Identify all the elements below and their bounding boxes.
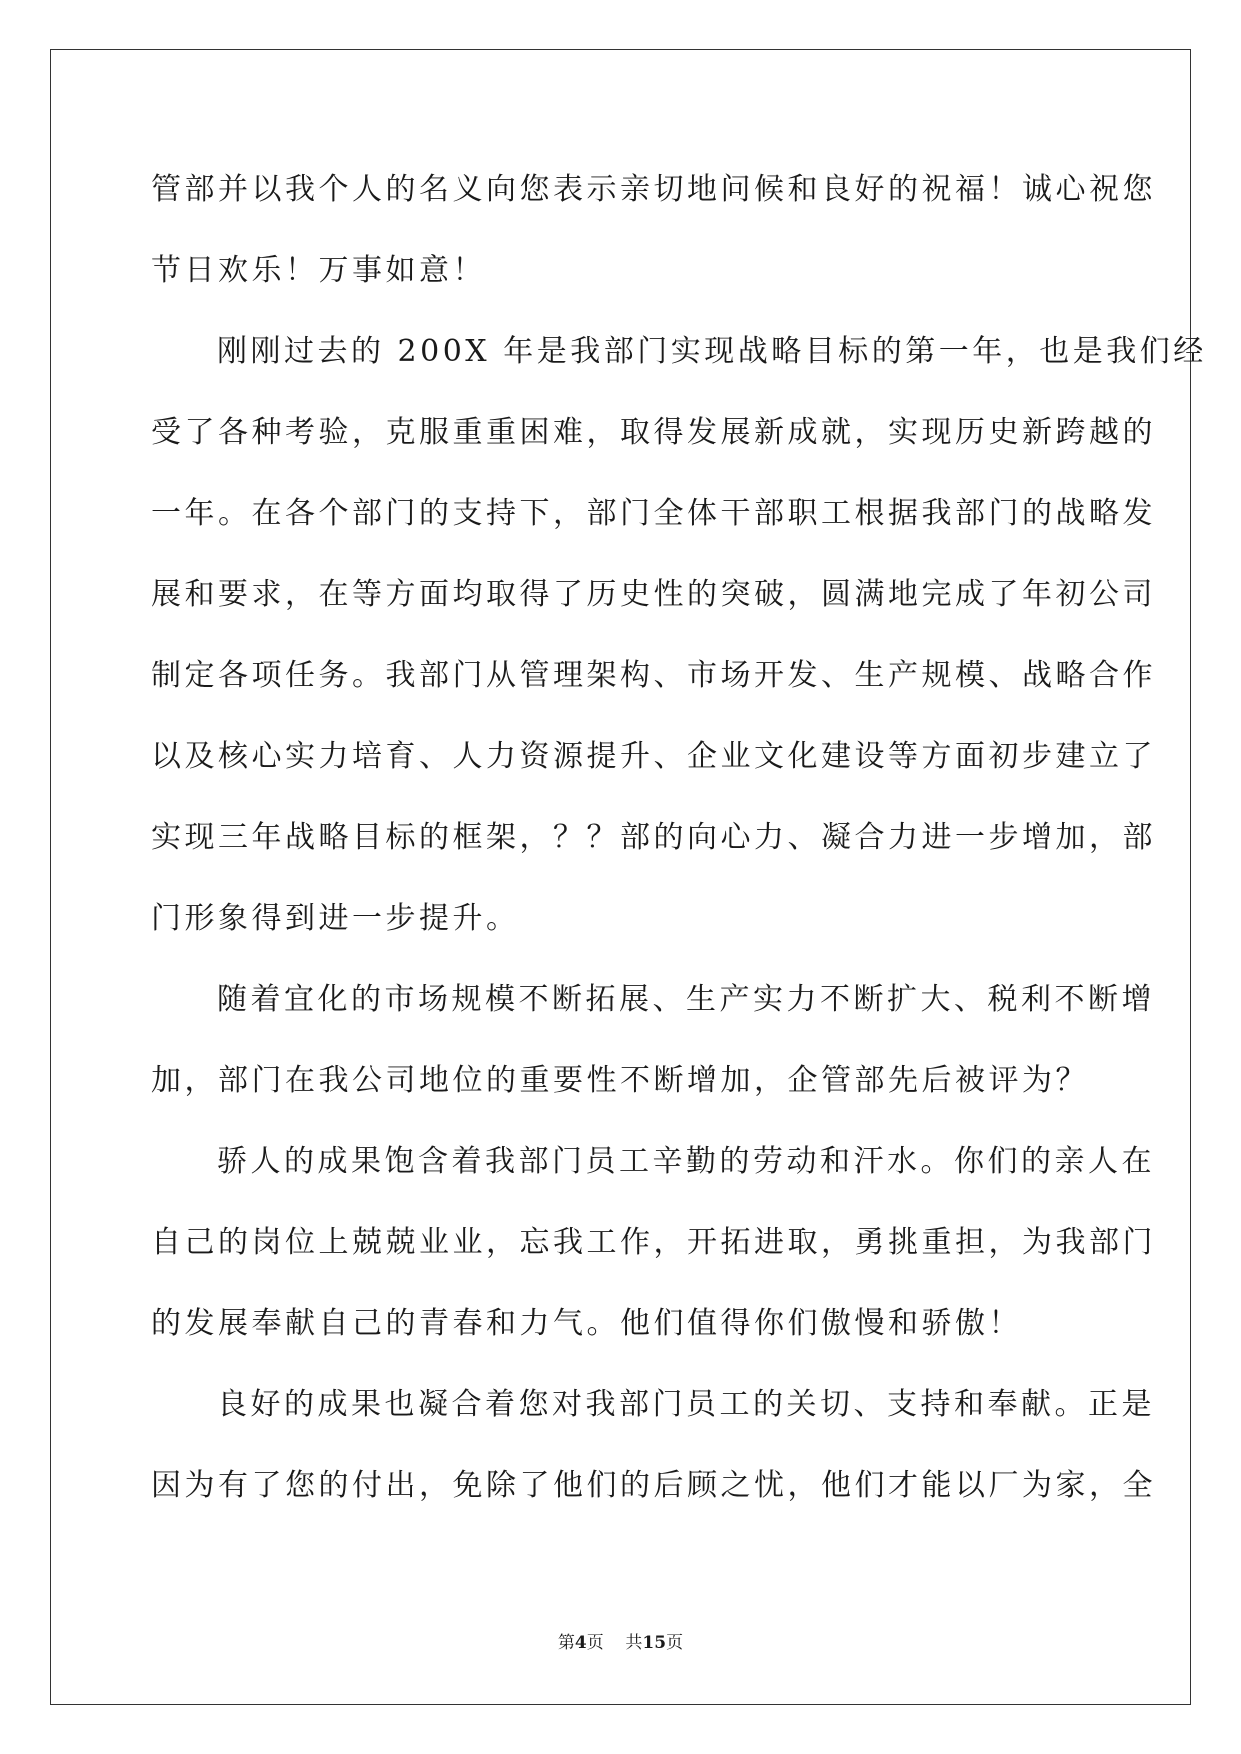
text-line-10: 门形象得到进一步提升。 [151, 901, 520, 936]
page-footer [0, 1628, 1241, 1653]
text-line-1: 管部并以我个人的名义向您表示亲切地问候和良好的祝福！诚心祝您 [151, 172, 1156, 207]
footer-total-prefix: 共 [625, 1633, 643, 1653]
text-line-14: 自己的岗位上兢兢业业，忘我工作，开拓进取，勇挑重担，为我部门 [151, 1225, 1156, 1260]
footer-page-suffix: 页 [586, 1633, 604, 1653]
text-line-15: 的发展奉献自己的青春和力气。他们值得你们傲慢和骄傲！ [151, 1306, 1022, 1341]
text-line-5: 一年。在各个部门的支持下，部门全体干部职工根据我部门的战略发 [151, 496, 1156, 531]
text-line-8: 以及核心实力培育、人力资源提升、企业文化建设等方面初步建立了 [151, 739, 1156, 774]
text-line-3: 刚刚过去的 200X 年是我部门实现战略目标的第一年，也是我们经 [217, 334, 1207, 369]
document-body [151, 165, 1207, 1542]
text-line-2: 节日欢乐！万事如意！ [151, 253, 486, 288]
text-line-13: 骄人的成果饱含着我部门员工辛勤的劳动和汗水。你们的亲人在 [217, 1144, 1155, 1179]
text-line-17: 因为有了您的付出，免除了他们的后顾之忧，他们才能以厂为家，全 [151, 1468, 1156, 1503]
text-line-16: 良好的成果也凝合着您对我部门员工的关切、支持和奉献。正是 [217, 1387, 1155, 1422]
footer-page-number: 4 [574, 1633, 587, 1653]
text-line-9: 实现三年战略目标的框架，？？部的向心力、凝合力进一步增加，部 [151, 820, 1156, 855]
text-line-4: 受了各种考验，克服重重困难，取得发展新成就，实现历史新跨越的 [151, 415, 1156, 450]
text-line-6: 展和要求，在等方面均取得了历史性的突破，圆满地完成了年初公司 [151, 577, 1156, 612]
footer-total-suffix: 页 [666, 1633, 684, 1653]
text-line-7: 制定各项任务。我部门从管理架构、市场开发、生产规模、战略合作 [151, 658, 1156, 693]
text-line-12: 加，部门在我公司地位的重要性不断增加，企管部先后被评为？ [151, 1063, 1089, 1098]
footer-prefix: 第 [557, 1633, 575, 1653]
footer-total-pages: 15 [642, 1633, 667, 1653]
text-line-11: 随着宜化的市场规模不断拓展、生产实力不断扩大、税利不断增 [217, 982, 1155, 1017]
